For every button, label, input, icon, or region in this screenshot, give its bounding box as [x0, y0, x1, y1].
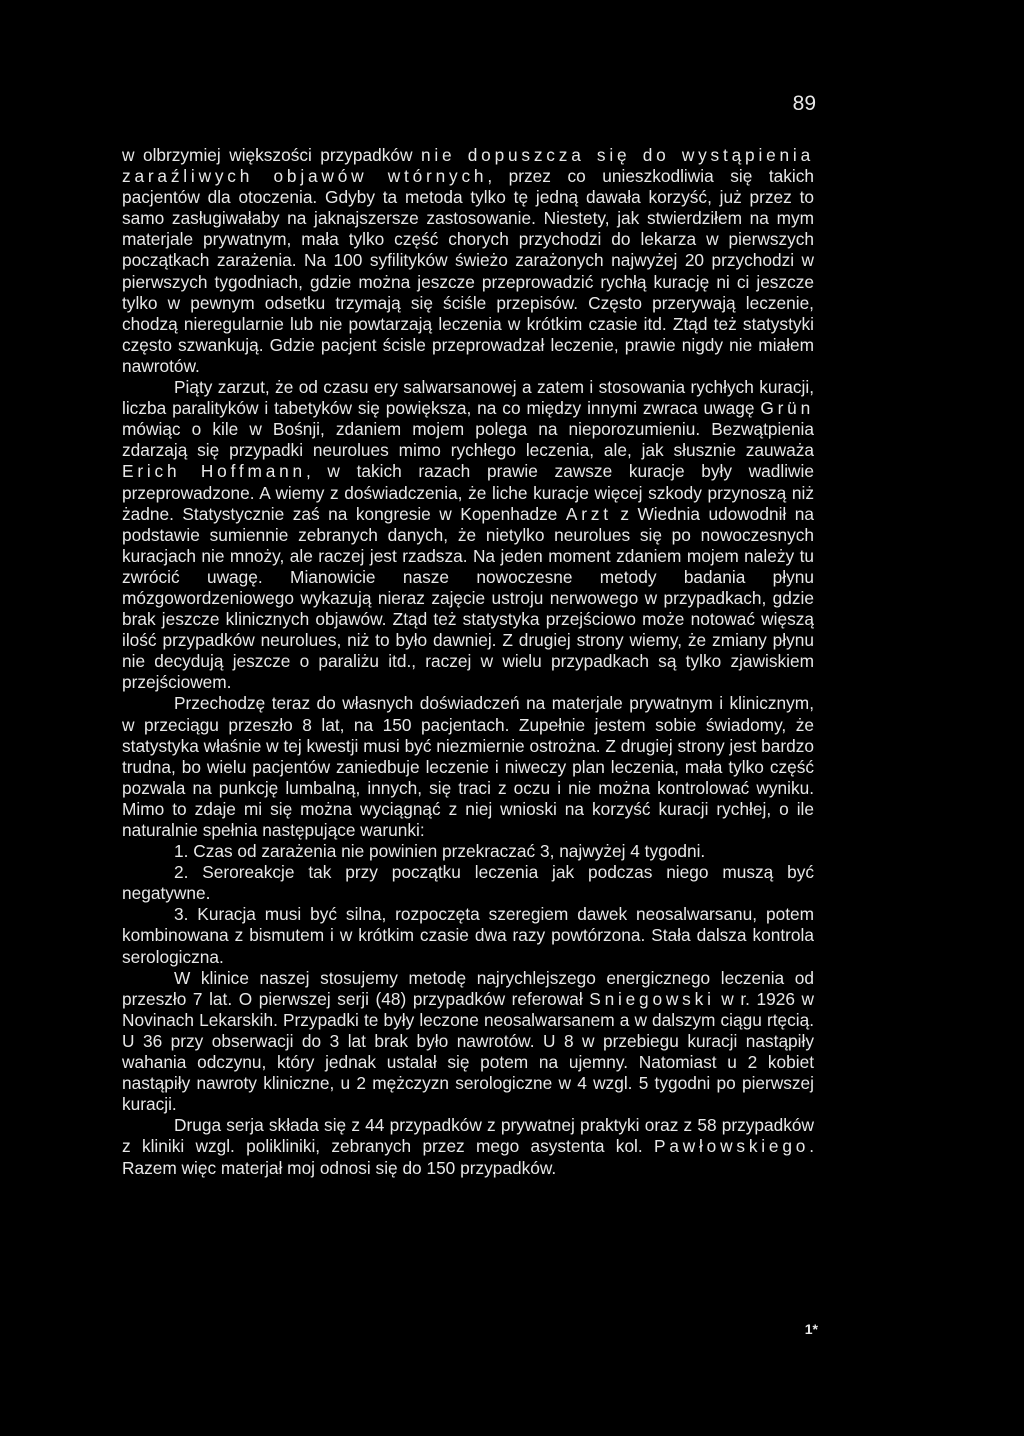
- text-run: , w takich razach prawie zawsze kuracje były wadliwie przeprowadzone. A wiemy z doświadczenia, że liche kuracje więcej szkody przynoszą niż żadne. Statystycznie zaś na kongresie w Kopenhadze: [122, 461, 814, 524]
- paragraph: [122, 1115, 814, 1178]
- paragraph: [122, 145, 814, 377]
- emphasized-text: Erich Hoffmann: [122, 461, 306, 482]
- page-number: 89: [792, 92, 816, 115]
- emphasized-text: Sniegowski: [589, 988, 715, 1009]
- emphasized-text: Pawłowskiego: [654, 1136, 810, 1157]
- text-run: . Razem więc materjał moj odnosi się do 150 przypadków.: [122, 1136, 814, 1178]
- emphasized-text: Grün: [760, 398, 814, 419]
- text-run: 1. Czas od zarażenia nie powinien przekraczać 3, najwyżej 4 tygodni.: [174, 841, 706, 862]
- text-run: w r. 1926 w Novinach Lekarskih. Przypadki te były leczone neosalwarsanem a w dalszym ciągu rtęcią. U 36 przy obserwacji do 3 lat brak było nawrotów. U 8 w przebiegu kuracji nastąpiły wahania odczynu, który jednak ustalał się potem na ujemny. Natomiast u 2 kobiet nastąpiły nawroty kliniczne, u 2 mężczyzn serologiczne w 4 wzgl. 5 tygodni po pierwszej kuracji.: [122, 988, 814, 1115]
- text-run: Przechodzę teraz do własnych doświadczeń na materjale prywatnym i klinicznym, w przeciągu przeszło 8 lat, na 150 pacjentach. Zupełnie jestem sobie świadomy, że statystyka właśnie w tej kwestji musi być niezmiernie ostrożna. Z drugiej strony jest bardzo trudna, bo wielu pacjentów zaniedbuje leczenie i niweczy plan leczenia, mała tylko część pozwala na punkcję lumbalną, innych, się traci z oczu i nie można kontrolować wyniku. Mimo to zdaje mi się można wyciągnąć z niej wnioski na korzyść kuracji rychłej, o ile naturalnie spełnia następujące warunki:: [122, 693, 814, 840]
- paragraph: [122, 862, 814, 904]
- text-run: Piąty zarzut, że od czasu ery salwarsanowej a zatem i stosowania rychłych kuracji, liczba paralityków i tabetyków się powiększa, na co między innymi zwraca uwagę: [122, 377, 814, 419]
- text-run: , przez co unieszkodliwia się takich pacjentów dla otoczenia. Gdyby ta metoda tylko tę jedną dawała korzyść, już przez to samo zasługiwałaby na jaknajszersze zastosowanie. Niestety, jak stwierdziłem na mym materjale prywatnym, mała tylko część chorych przychodzi do lekarza w pierwszych początkach zarażenia. Na 100 syfilityków świeżo zarażonych najwyżej 20 przychodzi w pierwszych tygodniach, gdzie można jeszcze przeprowadzić rychłą kurację ni ci jeszcze tylko w pewnym odsetku trzymają się ściśle przepisów. Często przerywają leczenie, chodzą nieregularnie lub nie powtarzają leczenia w krótkim czasie itd. Ztąd też statystyki często szwankują. Gdzie pacjent ścisle przeprowadzał leczenie, prawie nigdy nie miałem nawrotów.: [122, 166, 814, 376]
- sheet-signature-mark: 1*: [804, 1321, 818, 1337]
- paragraph: [122, 377, 814, 693]
- text-run: W klinice naszej stosujemy metodę najrychlejszego energicznego leczenia od przeszło 7 lat. O pierwszej serji (48) przypadków referował: [122, 967, 814, 1009]
- emphasized-text: Arzt: [565, 503, 612, 524]
- text-run: 2. Seroreakcje tak przy początku leczenia jak podczas niego muszą być negatywne.: [122, 862, 814, 904]
- paragraph: [122, 904, 814, 967]
- text-run: Druga serja składa się z 44 przypadków z prywatnej praktyki oraz z 58 przypadków z kliniki wzgl. polikliniki, zebranych przez mego asystenta kol.: [122, 1115, 814, 1157]
- text-run: 3. Kuracja musi być silna, rozpoczęta szeregiem dawek neosalwarsanu, potem kombinowana z bismutem i w krótkim czasie dwa razy powtórzona. Stała dalsza kontrola serologiczna.: [122, 904, 814, 967]
- emphasized-text: nie dopuszcza się do wystąpienia zaraźliwych objawów wtórnych: [122, 145, 814, 187]
- text-run: w olbrzymiej większości przypadków: [122, 145, 421, 165]
- paragraph: [122, 841, 814, 862]
- body-text: [122, 145, 814, 1179]
- paragraph: [122, 693, 814, 841]
- text-run: mówiąc o kile w Bośnji, zdaniem mojem polega na nieporozumieniu. Bezwątpienia zdarzają się przypadki neurolues mimo rychłego leczenia, ale, jak słusznie zauważa: [122, 419, 814, 461]
- text-run: z Wiednia udowodnił na podstawie sumiennie zebranych danych, że nietylko neurolues się po nowoczesnych kuracjach nie mnoży, ale raczej jest rzadsza. Na jeden moment zdaniem mojem należy tu zwrócić uwagę. Mianowicie nasze nowoczesne metody badania płynu mózgowordzeniowego wykazują nieraz zajęcie ustroju nerwowego w przypadkach, gdzie brak jeszcze klinicznych objawów. Ztąd też statystyka przejściowo może notować więszą ilość przypadków neurolues, niż to było dawniej. Z drugiej strony wiemy, że zmiany płynu nie decydują jeszcze o paraliżu itd., raczej w wielu przypadkach są tylko zjawiskiem przejściowem.: [122, 503, 815, 693]
- paragraph: [122, 968, 814, 1116]
